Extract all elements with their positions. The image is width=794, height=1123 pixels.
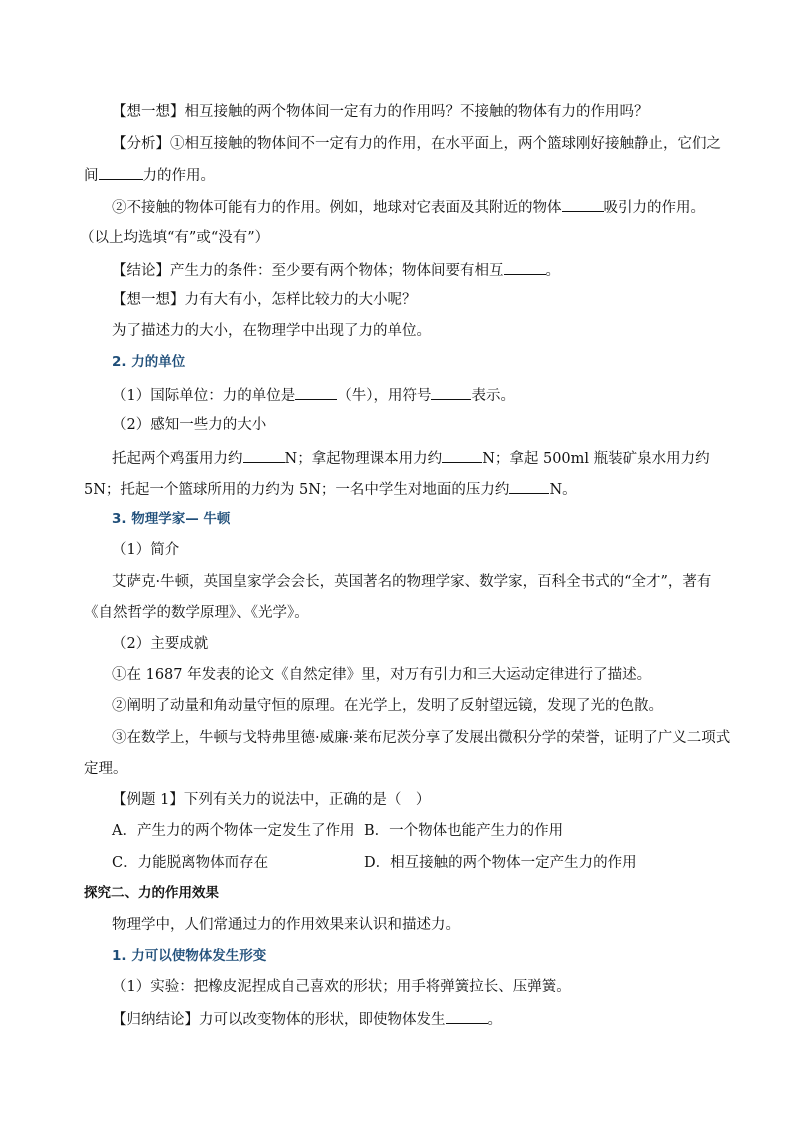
text: 探究二、力的作用效果 <box>84 885 219 901</box>
text: 3. 物理学家— 牛顿 <box>112 511 231 527</box>
text: 【想一想】相互接触的两个物体间一定有力的作用吗？不接触的物体有力的作用吗？ <box>112 104 649 120</box>
fill-blank[interactable] <box>504 259 546 275</box>
option-b[interactable]: B．一个物体也能产生力的作用 <box>364 823 564 839</box>
fill-blank[interactable] <box>562 196 604 212</box>
fill-blank[interactable] <box>446 1008 488 1024</box>
text: 托起两个鸡蛋用力约 <box>112 451 243 467</box>
options-row-1 <box>112 821 712 841</box>
force-examples-line-2 <box>84 478 577 500</box>
text: 《自然哲学的数学原理》、《光学》。 <box>84 605 309 621</box>
text: （2）主要成就 <box>112 636 209 652</box>
text: 物理学中，人们常通过力的作用效果来认识和描述力。 <box>112 917 460 933</box>
option-d[interactable]: D．相互接触的两个物体一定产生力的作用 <box>364 855 637 871</box>
text: N。 <box>549 482 577 498</box>
text: （2）感知一些力的大小 <box>112 417 267 433</box>
note-line <box>80 228 269 248</box>
options-row-2 <box>112 853 712 873</box>
text: （1）国际单位：力的单位是 <box>112 388 296 404</box>
fill-blank[interactable] <box>442 447 482 463</box>
newton-intro-1 <box>112 572 711 592</box>
section-heading-newton <box>112 509 230 529</box>
achievement-2 <box>112 696 663 716</box>
text: N；拿起物理课本用力约 <box>284 451 443 467</box>
intro-heading <box>112 540 179 560</box>
text: 【例题 1】下列有关力的说法中，正确的是（ ） <box>112 792 431 808</box>
think-question-2 <box>112 290 417 310</box>
induction-conclusion <box>112 1008 502 1030</box>
experiment-line <box>112 977 571 997</box>
option-a[interactable]: A．产生力的两个物体一定发生了作用 <box>112 823 355 839</box>
achievements-heading <box>112 634 208 654</box>
text: 表示。 <box>471 388 515 404</box>
text: 定理。 <box>84 761 128 777</box>
text: ②不接触的物体可能有力的作用。例如，地球对它表面及其附近的物体 <box>112 200 562 216</box>
fill-blank[interactable] <box>99 164 143 180</box>
text: ②阐明了动量和角动量守恒的原理。在光学上，发明了反射望远镜，发现了光的色散。 <box>112 698 663 714</box>
conclusion-line <box>112 259 560 281</box>
text: 。 <box>545 263 560 279</box>
section-heading-force-unit <box>112 352 185 372</box>
text: 艾萨克·牛顿，英国皇家学会会长，英国著名的物理学家、数学家，百科全书式的“全才”，著有 <box>112 574 712 590</box>
newton-intro-2 <box>84 603 309 623</box>
fill-blank[interactable] <box>295 384 337 400</box>
text: （1）实验：把橡皮泥捏成自己喜欢的形状；用手将弹簧拉长、压弹簧。 <box>112 979 571 995</box>
text: ③在数学上，牛顿与戈特弗里德·威廉·莱布尼茨分享了发展出微积分学的荣誉，证明了广义二项式 <box>112 730 731 746</box>
achievement-3 <box>112 728 730 748</box>
option-c[interactable]: C．力能脱离物体而存在 <box>112 855 269 871</box>
text: 【想一想】力有大有小，怎样比较力的大小呢？ <box>112 292 417 308</box>
text: 2. 力的单位 <box>112 354 186 370</box>
analysis-line-1 <box>112 134 721 154</box>
text: 【分析】①相互接触的物体间不一定有力的作用，在水平面上，两个篮球刚好接触静止，它们之 <box>112 136 721 152</box>
unit-intro <box>112 321 431 341</box>
fill-blank[interactable] <box>509 478 549 494</box>
effects-intro <box>112 915 460 935</box>
text: 为了描述力的大小，在物理学中出现了力的单位。 <box>112 323 431 339</box>
text: 力的作用。 <box>142 168 215 184</box>
section-heading-deformation <box>112 946 266 966</box>
think-question-1 <box>112 102 649 122</box>
text: （牛），用符号 <box>337 388 432 404</box>
text: （1）简介 <box>112 542 180 558</box>
text: 吸引力的作用。 <box>603 200 705 216</box>
fill-blank[interactable] <box>431 384 471 400</box>
fill-blank[interactable] <box>243 447 285 463</box>
section-heading-force-effects <box>84 883 219 903</box>
text: 5N；托起一个篮球所用的力约为 5N；一名中学生对地面的压力约 <box>84 482 510 498</box>
analysis-line-2 <box>84 164 215 186</box>
perceive-force-heading <box>112 415 266 435</box>
example-question <box>112 790 430 810</box>
achievement-1 <box>112 665 651 685</box>
analysis-line-3 <box>112 196 705 218</box>
achievement-3-cont <box>84 759 128 779</box>
text: 【结论】产生力的条件：至少要有两个物体；物体间要有相互 <box>112 263 504 279</box>
text: 间 <box>84 168 99 184</box>
force-examples-line-1 <box>112 447 710 469</box>
text: 1. 力可以使物体发生形变 <box>112 948 267 964</box>
text: N；拿起 500ml 瓶装矿泉水用力约 <box>482 451 710 467</box>
text: 。 <box>487 1012 502 1028</box>
si-unit-line <box>112 384 515 406</box>
text: （以上均选填“有”或“没有”） <box>80 230 270 246</box>
text: 【归纳结论】力可以改变物体的形状，即使物体发生 <box>112 1012 446 1028</box>
text: ①在 1687 年发表的论文《自然定律》里，对万有引力和三大运动定律进行了描述。 <box>112 667 652 683</box>
